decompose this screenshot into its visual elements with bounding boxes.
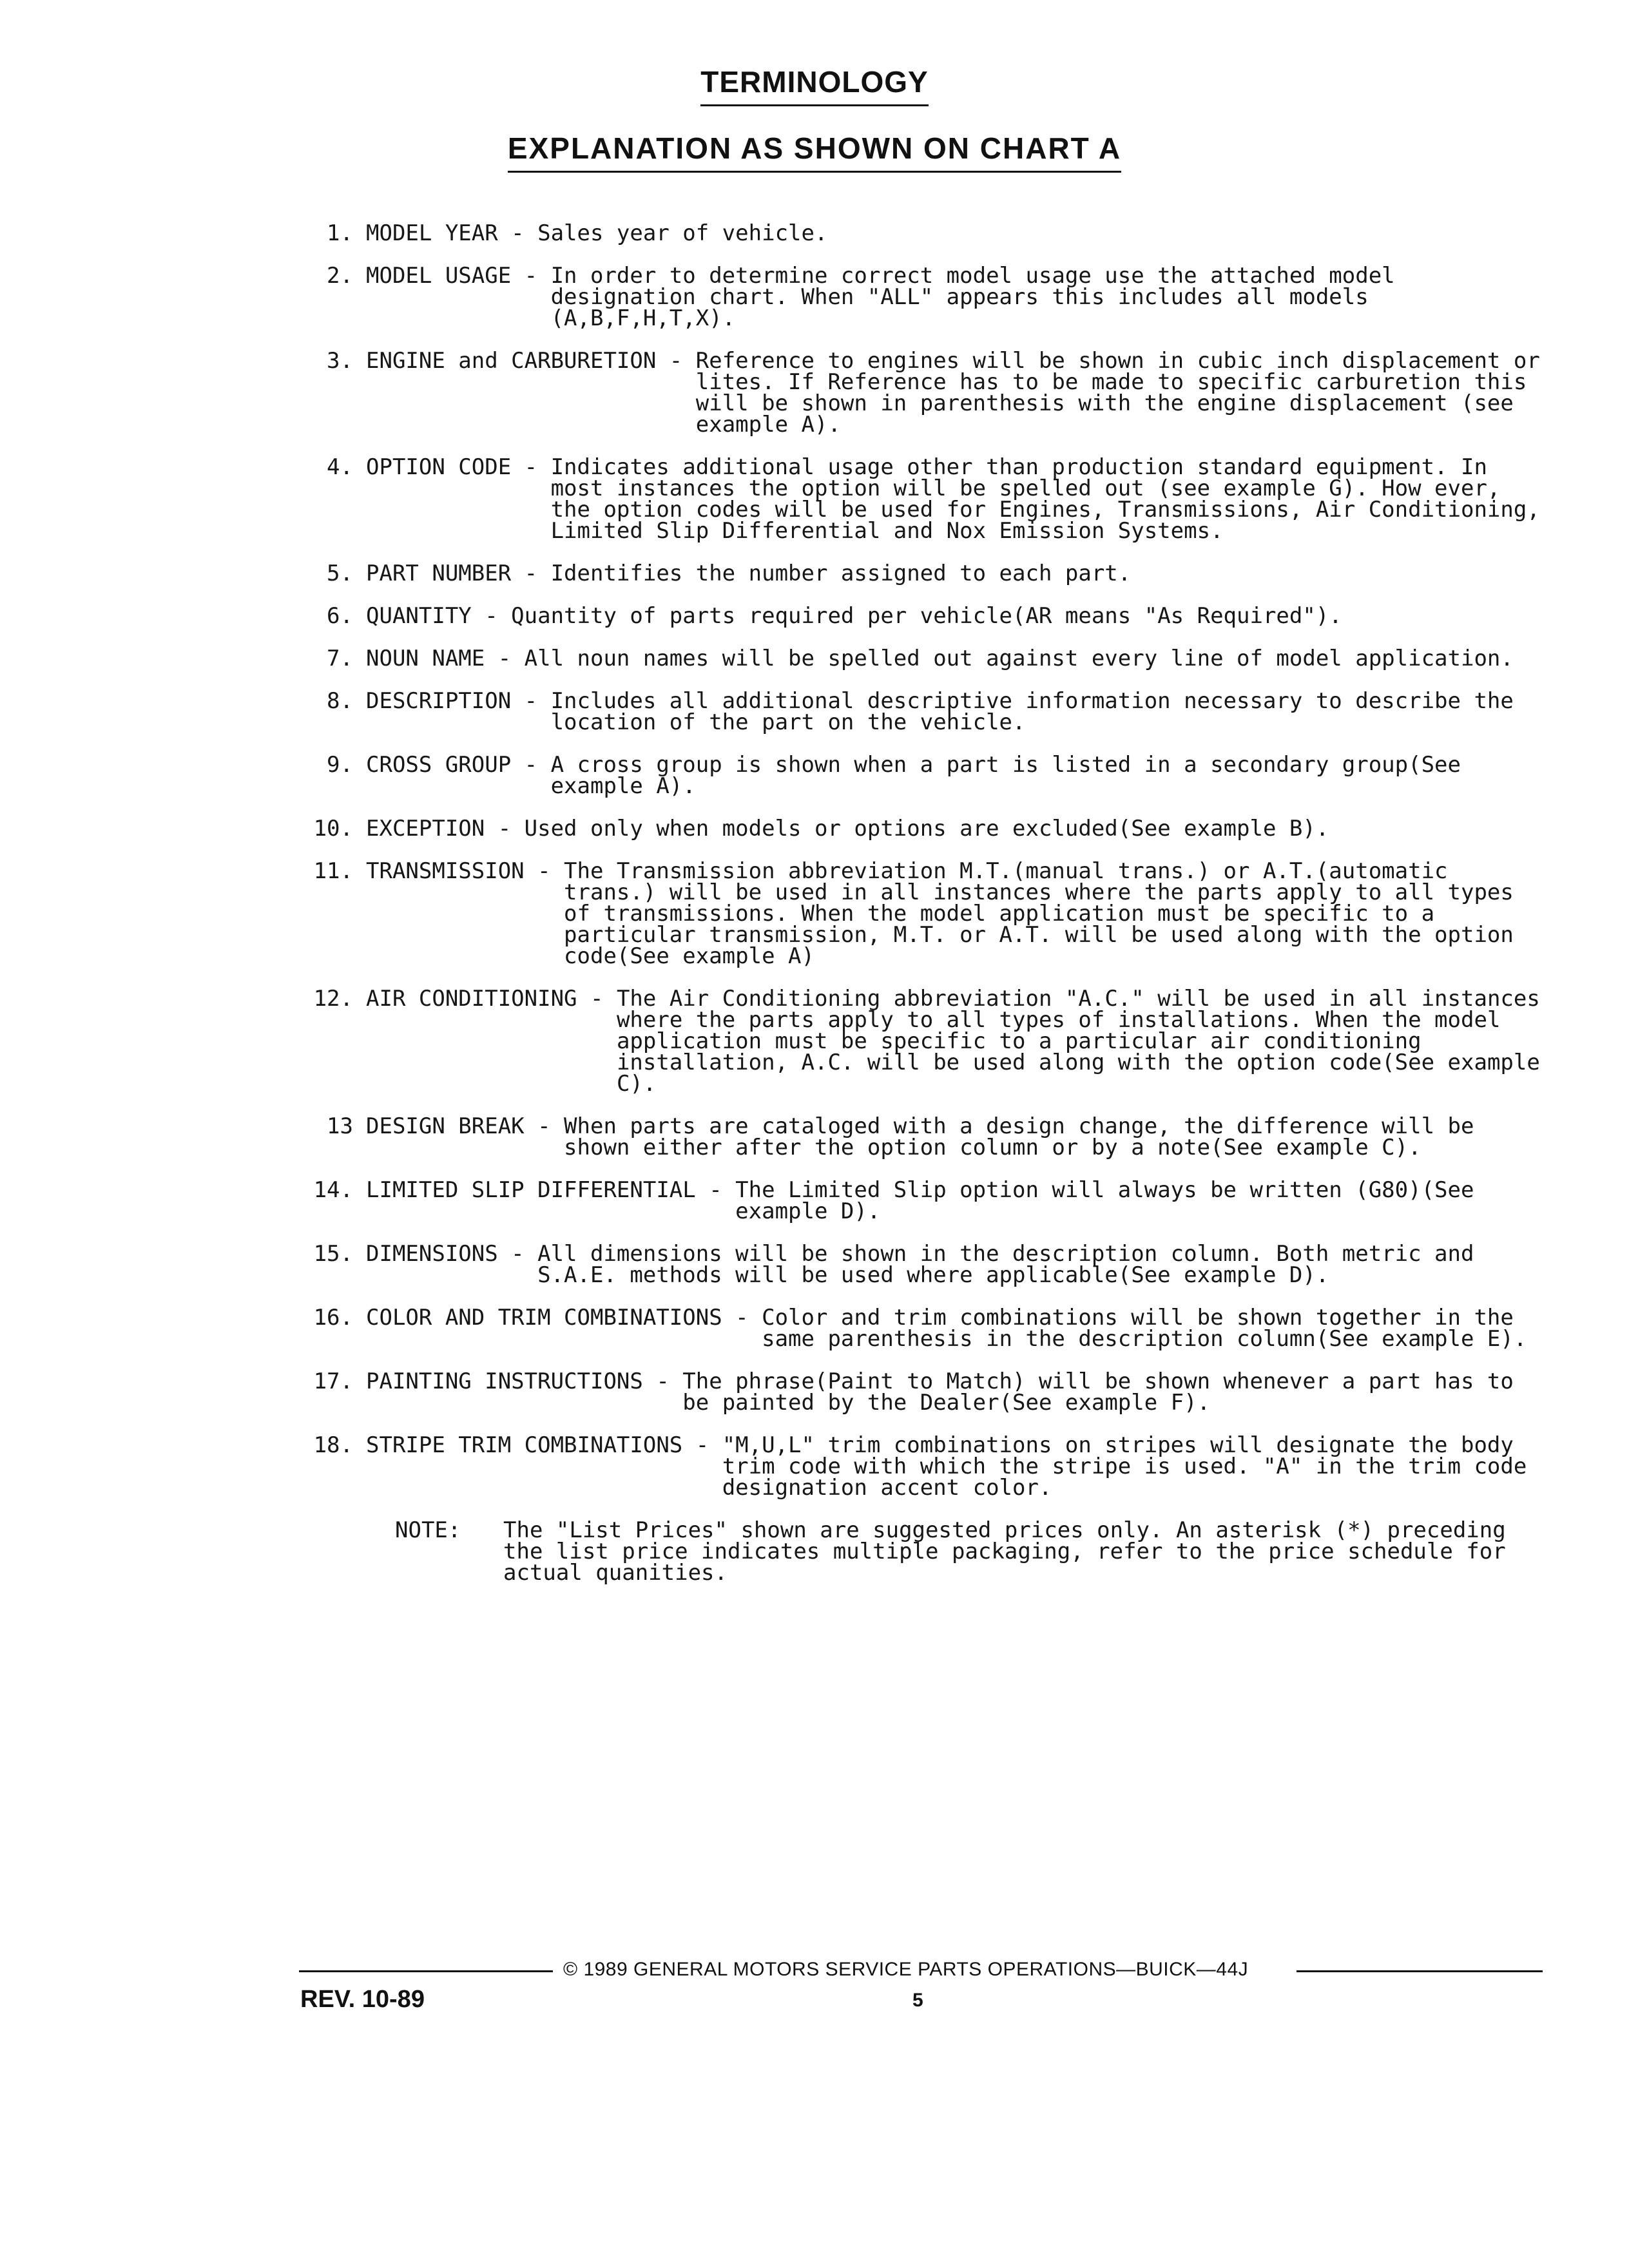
list-item — [308, 348, 1552, 437]
item-text: In order to determine correct model usage use the attached model designation chart. When "ALL" appears this includes all models (A,B,F,H,T,X). — [550, 263, 1395, 331]
list-item — [308, 688, 1552, 735]
item-number: 12. — [313, 986, 353, 1012]
list-item — [308, 818, 1552, 840]
item-number: 8. — [327, 688, 353, 714]
item-label: PAINTING INSTRUCTIONS - — [366, 1369, 683, 1394]
item-label: EXCEPTION - — [366, 816, 525, 841]
page-title-text: TERMINOLOGY — [700, 64, 928, 106]
item-text: Reference to engines will be shown in cubic inch displacement or lites. If Reference has to be made to specific carburetion this will be shown in parenthesis with the engine displacement (see example A). — [695, 348, 1540, 437]
item-number: 6. — [327, 603, 353, 629]
item-text: Identifies the number assigned to each part. — [550, 561, 1132, 586]
item-number: 3. — [327, 348, 353, 374]
item-number: 11. — [313, 858, 353, 884]
page-footer — [299, 1959, 1543, 1984]
list-item — [308, 1113, 1552, 1160]
item-label: LIMITED SLIP DIFFERENTIAL - — [366, 1177, 736, 1203]
page-subtitle — [0, 131, 1629, 173]
item-label: PART NUMBER - — [366, 561, 551, 586]
item-number: 7. — [327, 646, 353, 671]
page-subtitle-text: EXPLANATION AS SHOWN ON CHART A — [508, 131, 1121, 173]
item-label: TRANSMISSION - — [366, 858, 564, 884]
item-text: Includes all additional descriptive information necessary to describe the location of the part on the vehicle. — [550, 688, 1514, 735]
list-item — [308, 1177, 1552, 1224]
terminology-list — [308, 220, 1552, 1586]
list-item — [308, 1307, 1552, 1350]
list-item — [308, 754, 1552, 797]
item-text: Color and trim combinations will be shown together in the same parenthesis in the description column(See example E). — [762, 1305, 1527, 1352]
item-label: NOUN NAME - — [366, 646, 525, 671]
item-text: The Air Conditioning abbreviation "A.C." will be used in all instances where the parts apply to all types of installations. When the model application must be specific to a particular air conditioning installation, A.C. will be used along with the option code(See example C). — [616, 986, 1540, 1097]
list-item — [308, 648, 1552, 669]
list-item — [308, 988, 1552, 1095]
copyright-text: © 1989 GENERAL MOTORS SERVICE PARTS OPERATIONS—BUICK—44J — [563, 1959, 1249, 1980]
item-label: DIMENSIONS - — [366, 1241, 538, 1267]
item-label: MODEL YEAR - — [366, 220, 538, 246]
item-text: "M,U,L" trim combinations on stripes will designate the body trim code with which the stripe is used. "A" in the trim code designation accent color. — [722, 1432, 1527, 1501]
item-number: 9. — [327, 752, 353, 778]
item-text: Sales year of vehicle. — [537, 220, 828, 246]
item-label: COLOR AND TRIM COMBINATIONS - — [366, 1305, 762, 1331]
list-item — [308, 265, 1552, 329]
revision-label: REV. 10-89 — [300, 1986, 425, 2013]
list-item — [308, 603, 1552, 629]
item-number: 14. — [313, 1177, 353, 1203]
note-label: NOTE: — [395, 1517, 461, 1543]
item-number: 18. — [313, 1432, 353, 1458]
list-item — [308, 220, 1552, 246]
item-number: 4. — [327, 454, 353, 480]
item-text: The Transmission abbreviation M.T.(manual trans.) or A.T.(automatic trans.) will be used in all instances where the parts apply to all types of transmissions. When the model application must be specific to a particular transmission, M.T. or A.T. will be used along with the option code(See example A) — [564, 858, 1514, 969]
item-text: Quantity of parts required per vehicle(AR means "As Required"). — [511, 603, 1342, 629]
list-item — [308, 454, 1552, 544]
item-number: 1. — [327, 220, 353, 246]
item-text: Used only when models or options are excluded(See example B). — [524, 816, 1329, 841]
list-item — [308, 1371, 1552, 1414]
item-label: MODEL USAGE - — [366, 263, 551, 289]
item-text: All dimensions will be shown in the description column. Both metric and S.A.E. methods will be used where applicable(See example D). — [537, 1241, 1474, 1288]
list-item — [308, 1241, 1552, 1288]
item-number: 16. — [313, 1305, 353, 1331]
item-text: The phrase(Paint to Match) will be shown whenever a part has to be painted by the Dealer(See example F). — [682, 1369, 1514, 1416]
page-number: 5 — [912, 1990, 923, 2011]
page-title — [0, 64, 1629, 106]
item-label: CROSS GROUP - — [366, 752, 551, 778]
item-text: Indicates additional usage other than production standard equipment. In most instances the option will be spelled out (see example G). How ever, the option codes will be used for Engines, Transmissions, Air Conditioning, Limited Slip Differential and Nox Emission Systems. — [550, 454, 1540, 544]
price-note — [395, 1517, 1552, 1586]
footer-rule-left — [299, 1970, 553, 1972]
item-text: All noun names will be spelled out against every line of model application. — [524, 646, 1514, 671]
item-label: OPTION CODE - — [366, 454, 551, 480]
item-number: 5. — [327, 561, 353, 586]
item-label: ENGINE and CARBURETION - — [366, 348, 696, 374]
item-number: 15. — [313, 1241, 353, 1267]
list-item — [308, 1432, 1552, 1501]
item-number: 10. — [313, 816, 353, 841]
item-label: DESCRIPTION - — [366, 688, 551, 714]
item-label: STRIPE TRIM COMBINATIONS - — [366, 1432, 722, 1458]
list-item — [308, 858, 1552, 969]
item-label: DESIGN BREAK - — [366, 1113, 564, 1139]
item-text: The Limited Slip option will always be written (G80)(See example D). — [735, 1177, 1474, 1224]
item-text: When parts are cataloged with a design change, the difference will be shown either after the option column or by a note(See example C). — [564, 1113, 1474, 1160]
list-item — [308, 563, 1552, 584]
item-number: 13 — [327, 1113, 353, 1139]
item-number: 2. — [327, 263, 353, 289]
item-label: QUANTITY - — [366, 603, 512, 629]
footer-rule-right — [1296, 1970, 1543, 1972]
item-number: 17. — [313, 1369, 353, 1394]
item-text: A cross group is shown when a part is listed in a secondary group(See example A). — [550, 752, 1461, 799]
item-label: AIR CONDITIONING - — [366, 986, 617, 1012]
note-text: The "List Prices" shown are suggested prices only. An asterisk (*) preceding the list price indicates multiple packaging, refer to the price schedule for actual quanities. — [503, 1517, 1506, 1586]
